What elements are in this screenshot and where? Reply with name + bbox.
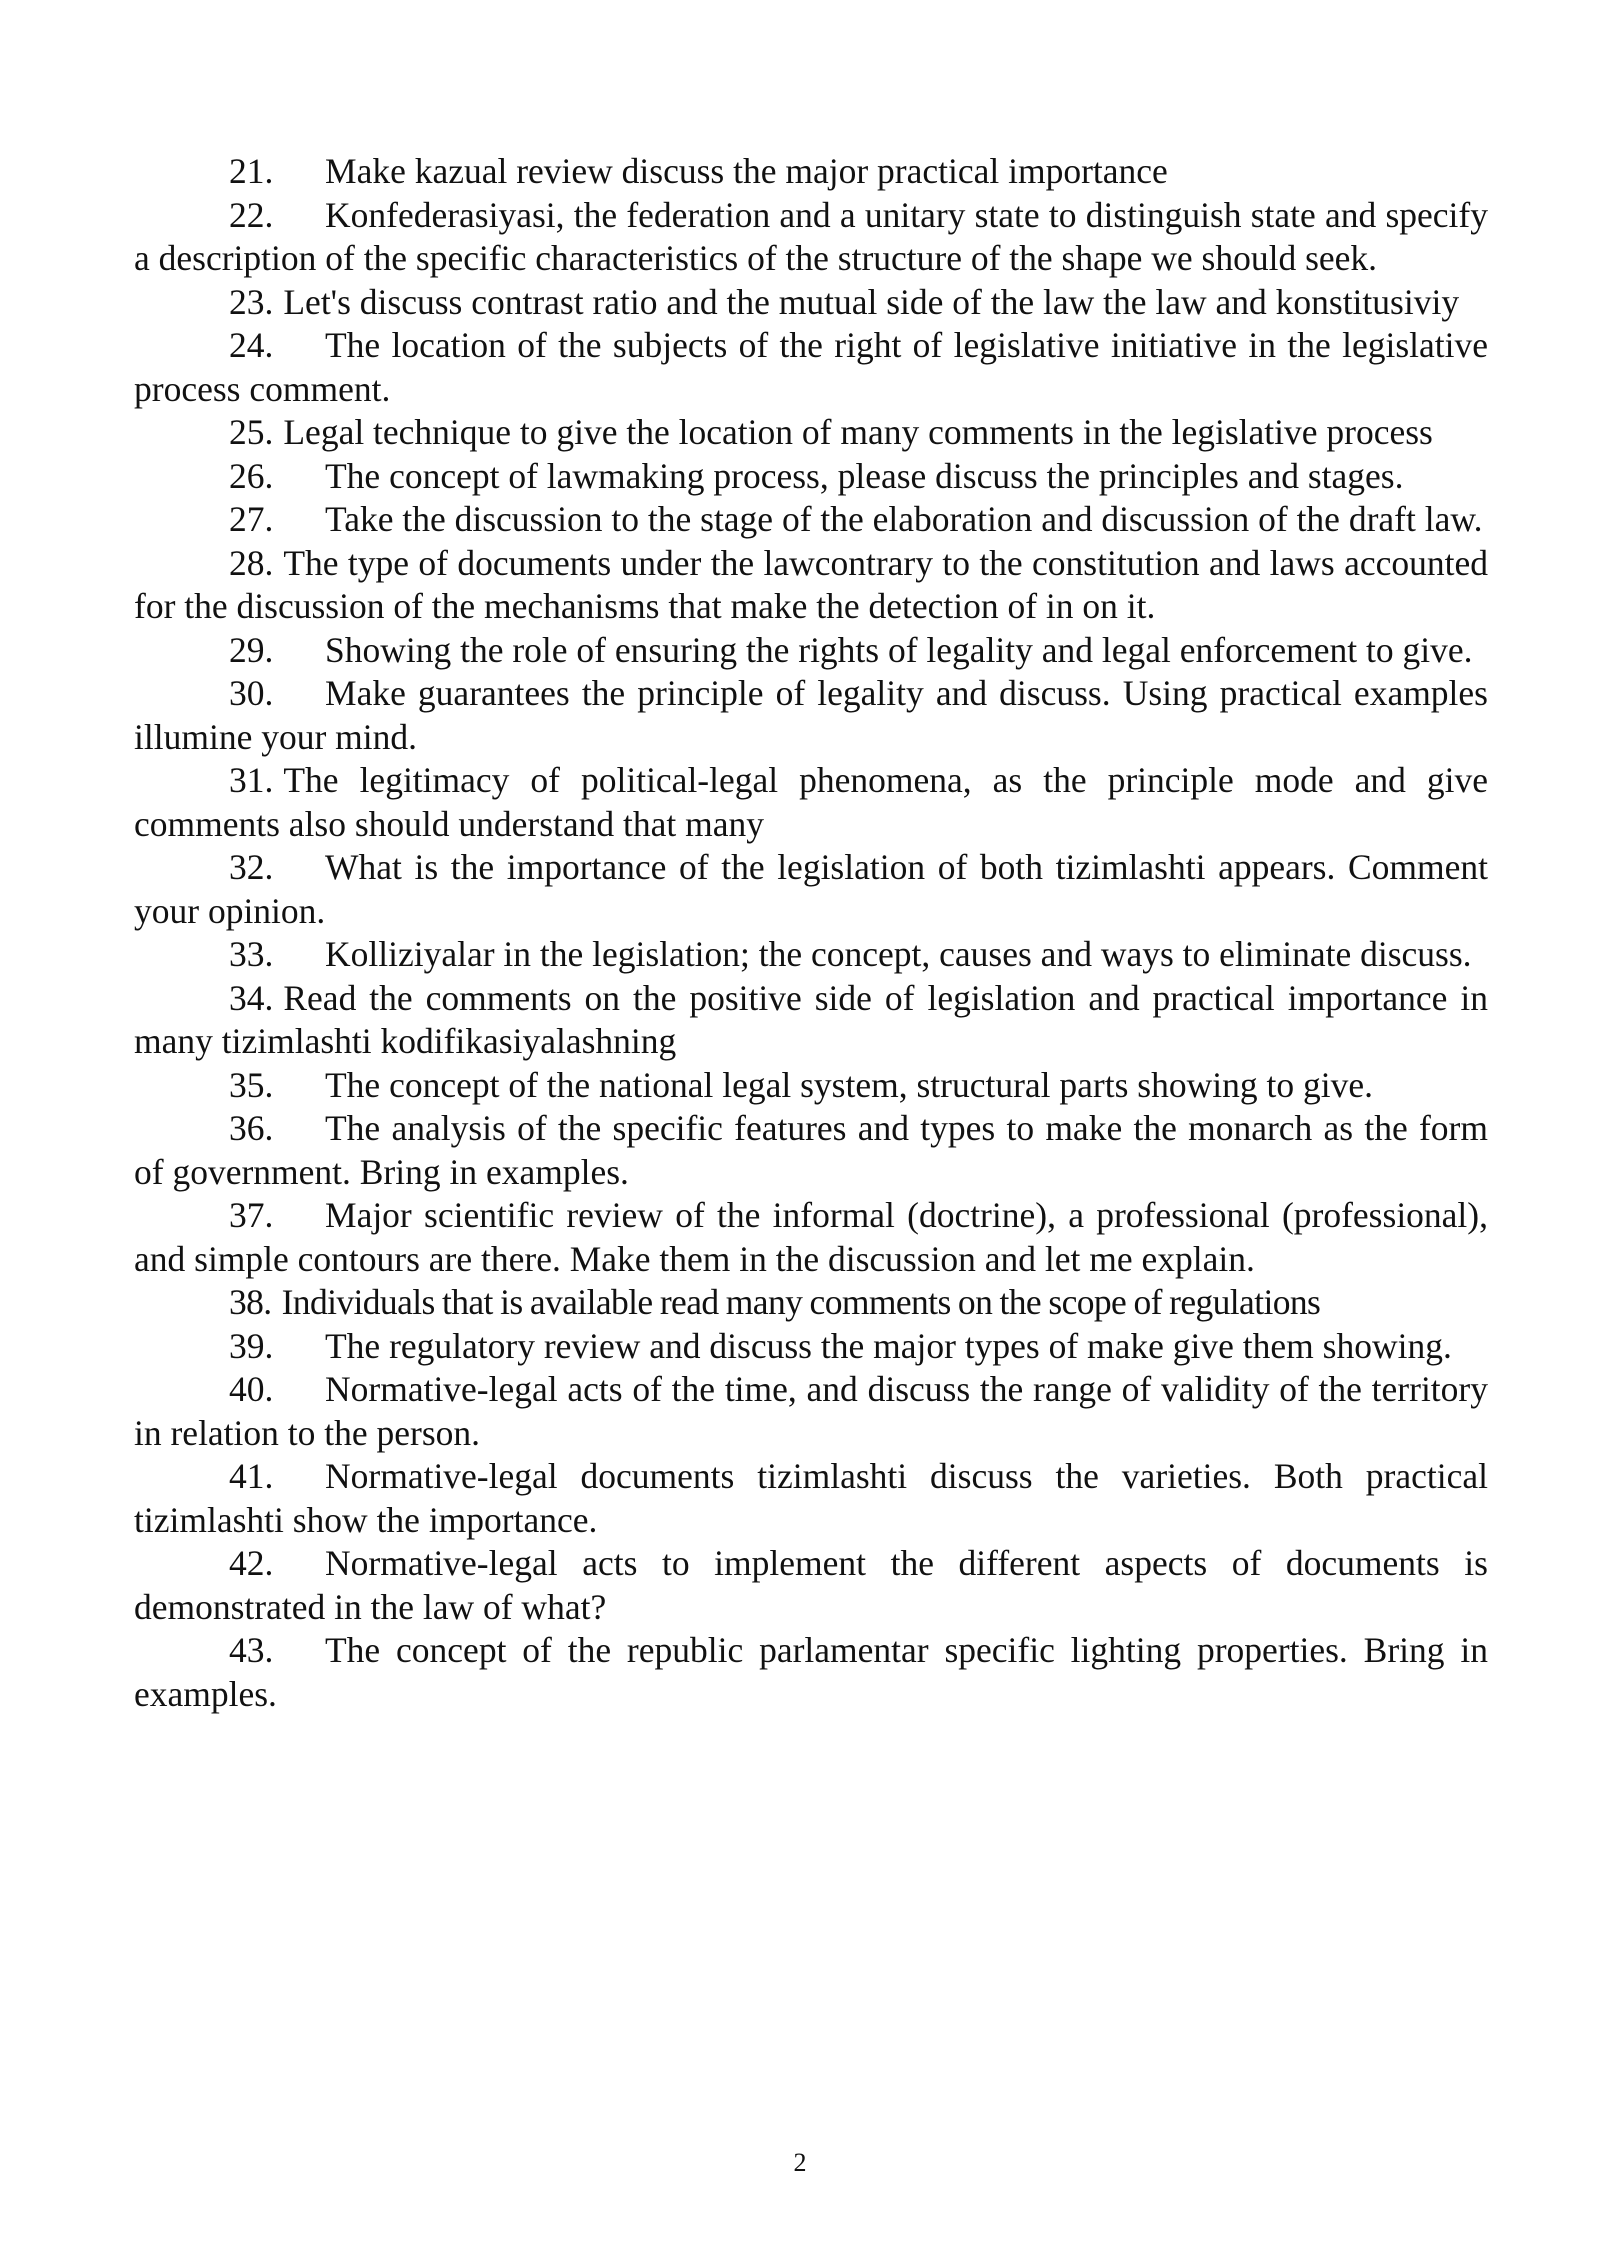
list-item: [134, 455, 1488, 499]
item-text: Legal technique to give the location of many comments in the legislative process: [283, 412, 1433, 452]
list-item: [134, 977, 1488, 1064]
list-item: [134, 846, 1488, 933]
item-text: Normative-legal documents tizimlashti discuss the varieties. Both practical tizimlashti show the importance.: [134, 1456, 1488, 1540]
item-text: Read the comments on the positive side of legislation and practical importance in many tizimlashti kodifikasiyalashning: [134, 977, 1488, 1061]
item-number: 35.: [229, 1064, 274, 1105]
item-number: 37.: [229, 1195, 274, 1235]
item-number: 32.: [229, 847, 274, 887]
list-item: [134, 411, 1488, 455]
item-number: 33.: [229, 934, 274, 974]
item-number: 39.: [229, 1325, 274, 1366]
list-item: [134, 1368, 1488, 1455]
item-text: Normative-legal acts to implement the different aspects of documents is demonstrated in the law of what?: [134, 1543, 1488, 1627]
item-number: 41.: [229, 1456, 274, 1496]
item-number: 43.: [229, 1630, 274, 1670]
page-number: 2: [793, 2148, 807, 2177]
list-item: [134, 324, 1488, 411]
item-text: The concept of the national legal system, structural parts showing to give.: [325, 1064, 1373, 1105]
item-number: 27.: [229, 499, 274, 539]
item-number: 30.: [229, 673, 274, 713]
list-item: [134, 1455, 1488, 1542]
item-number: 29.: [229, 629, 274, 670]
item-text: Make guarantees the principle of legality and discuss. Using practical examples illumine your mind.: [134, 673, 1488, 757]
item-text: The legitimacy of political-legal phenomena, as the principle mode and give comments also should understand that many: [134, 760, 1488, 844]
list-item: [134, 498, 1488, 542]
list-item: [134, 1064, 1488, 1108]
item-text: Make kazual review discuss the major practical importance: [325, 151, 1168, 191]
item-number: 42.: [229, 1543, 274, 1583]
list-item: [134, 1629, 1488, 1716]
item-number: 36.: [229, 1108, 274, 1148]
list-item: [134, 1325, 1488, 1369]
list-item: [134, 1281, 1488, 1325]
item-text: Normative-legal acts of the time, and discuss the range of validity of the territory in relation to the person.: [134, 1369, 1488, 1453]
item-text: The type of documents under the lawcontrary to the constitution and laws accounted for the discussion of the mechanisms that make the detection of in on it.: [134, 542, 1488, 626]
item-number: 23.: [229, 281, 274, 322]
item-text: The location of the subjects of the right of legislative initiative in the legislative process comment.: [134, 325, 1488, 409]
list-item: [134, 629, 1488, 673]
item-number: 31.: [229, 760, 274, 800]
item-text: Showing the role of ensuring the rights of legality and legal enforcement to give.: [325, 629, 1473, 670]
item-text: Konfederasiyasi, the federation and a unitary state to distinguish state and specify a description of the specific characteristics of the structure of the shape we should seek.: [134, 194, 1488, 278]
item-text: The concept of the republic parlamentar specific lighting properties. Bring in examples.: [134, 1630, 1488, 1714]
item-number: 34.: [229, 977, 274, 1018]
item-text: The analysis of the specific features and types to make the monarch as the form of government. Bring in examples.: [134, 1108, 1488, 1192]
item-number: 38.: [229, 1282, 272, 1322]
item-number: 26.: [229, 455, 274, 496]
list-item: [134, 150, 1488, 194]
item-number: 24.: [229, 325, 274, 365]
list-item: [134, 1542, 1488, 1629]
item-number: 22.: [229, 194, 274, 235]
list-item: [134, 542, 1488, 629]
list-item: [134, 194, 1488, 281]
list-item: [134, 1194, 1488, 1281]
list-item: [134, 281, 1488, 325]
list-item: [134, 1107, 1488, 1194]
item-number: 25.: [229, 412, 274, 452]
item-text: Individuals that is available read many comments on the scope of regulations: [281, 1282, 1321, 1322]
list-item: [134, 759, 1488, 846]
item-number: 28.: [229, 542, 274, 583]
item-text: What is the importance of the legislation of both tizimlashti appears. Comment your opinion.: [134, 847, 1488, 931]
item-text: Kolliziyalar in the legislation; the concept, causes and ways to eliminate discuss.: [325, 934, 1472, 974]
item-text: The concept of lawmaking process, please discuss the principles and stages.: [325, 455, 1404, 496]
item-text: Take the discussion to the stage of the elaboration and discussion of the draft law.: [325, 499, 1483, 539]
item-text: Major scientific review of the informal (doctrine), a professional (professional), and simple contours are there. Make them in the discussion and let me explain.: [134, 1195, 1488, 1279]
item-number: 40.: [229, 1369, 274, 1409]
item-text: The regulatory review and discuss the major types of make give them showing.: [325, 1325, 1452, 1366]
list-item: [134, 933, 1488, 977]
item-text: Let's discuss contrast ratio and the mutual side of the law the law and konstitusiviy: [283, 281, 1460, 322]
item-number: 21.: [229, 151, 274, 191]
document-page: [134, 150, 1488, 1716]
list-item: [134, 672, 1488, 759]
